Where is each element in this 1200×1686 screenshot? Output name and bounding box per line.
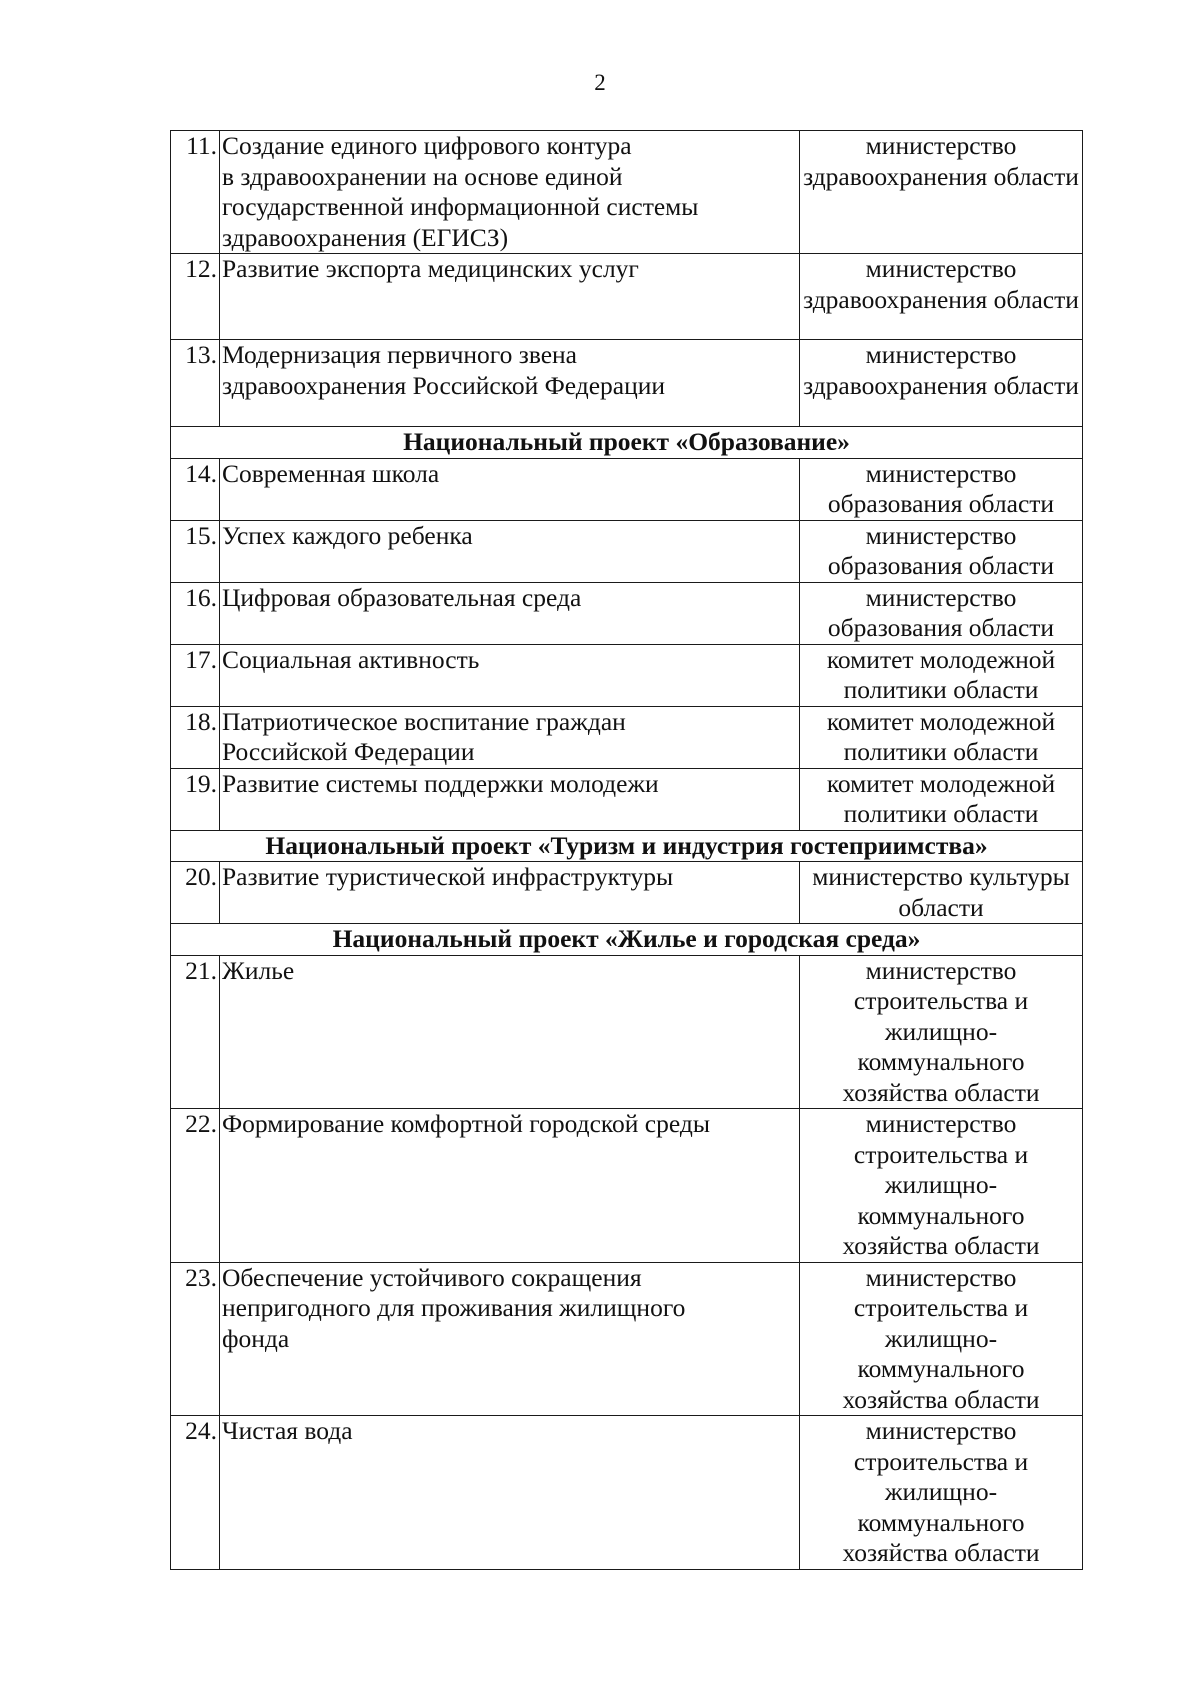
responsible-body: министерство образования области — [800, 458, 1083, 520]
responsible-body: министерство здравоохранения области — [800, 131, 1083, 254]
row-number: 18. — [171, 706, 220, 768]
table-row — [171, 706, 1083, 768]
row-number: 14. — [171, 458, 220, 520]
responsible-body: министерство строительства и жилищно-коммунального хозяйства области — [800, 955, 1083, 1109]
section-title: Национальный проект «Образование» — [171, 427, 1083, 459]
row-number: 11. — [171, 131, 220, 254]
table-row — [171, 458, 1083, 520]
section-title: Национальный проект «Жилье и городская среда» — [171, 924, 1083, 956]
row-number: 12. — [171, 254, 220, 340]
table-row — [171, 582, 1083, 644]
row-number: 20. — [171, 862, 220, 924]
project-name: Современная школа — [220, 458, 800, 520]
responsible-body: министерство строительства и жилищно-коммунального хозяйства области — [800, 1109, 1083, 1263]
section-header-row — [171, 924, 1083, 956]
row-number: 22. — [171, 1109, 220, 1263]
table-row — [171, 520, 1083, 582]
project-name: Развитие системы поддержки молодежи — [220, 768, 800, 830]
table-row — [171, 644, 1083, 706]
row-number: 17. — [171, 644, 220, 706]
table-row — [171, 955, 1083, 1109]
project-name: Цифровая образовательная среда — [220, 582, 800, 644]
table-row — [171, 1262, 1083, 1416]
row-number: 21. — [171, 955, 220, 1109]
projects-table-body — [171, 131, 1083, 1570]
table-row — [171, 340, 1083, 427]
project-name: Развитие экспорта медицинских услуг — [220, 254, 800, 340]
section-header-row — [171, 427, 1083, 459]
responsible-body: министерство строительства и жилищно-коммунального хозяйства области — [800, 1416, 1083, 1570]
row-number: 24. — [171, 1416, 220, 1570]
table-row — [171, 131, 1083, 254]
table-row — [171, 862, 1083, 924]
project-name: Чистая вода — [220, 1416, 800, 1570]
project-name: Обеспечение устойчивого сокращения непригодного для проживания жилищного фонда — [220, 1262, 800, 1416]
project-name: Развитие туристической инфраструктуры — [220, 862, 800, 924]
row-number: 19. — [171, 768, 220, 830]
responsible-body: министерство культуры области — [800, 862, 1083, 924]
table-row — [171, 1416, 1083, 1570]
section-header-row — [171, 830, 1083, 862]
project-name: Формирование комфортной городской среды — [220, 1109, 800, 1263]
page-number: 2 — [594, 70, 606, 95]
row-number: 15. — [171, 520, 220, 582]
responsible-body: министерство строительства и жилищно-коммунального хозяйства области — [800, 1262, 1083, 1416]
project-name: Социальная активность — [220, 644, 800, 706]
responsible-body: комитет молодежной политики области — [800, 768, 1083, 830]
projects-table — [170, 130, 1083, 1570]
project-name: Патриотическое воспитание граждан Российской Федерации — [220, 706, 800, 768]
project-name: Успех каждого ребенка — [220, 520, 800, 582]
responsible-body: министерство образования области — [800, 582, 1083, 644]
project-name: Создание единого цифрового контура в здравоохранении на основе единой государственной информационной системы здравоохранения (ЕГИСЗ) — [220, 131, 800, 254]
responsible-body: комитет молодежной политики области — [800, 706, 1083, 768]
responsible-body: министерство здравоохранения области — [800, 254, 1083, 340]
row-number: 16. — [171, 582, 220, 644]
row-number: 13. — [171, 340, 220, 427]
row-number: 23. — [171, 1262, 220, 1416]
table-row — [171, 768, 1083, 830]
table-row — [171, 1109, 1083, 1263]
section-title: Национальный проект «Туризм и индустрия гостеприимства» — [171, 830, 1083, 862]
table-row — [171, 254, 1083, 340]
project-name: Модернизация первичного звена здравоохранения Российской Федерации — [220, 340, 800, 427]
project-name: Жилье — [220, 955, 800, 1109]
responsible-body: министерство здравоохранения области — [800, 340, 1083, 427]
responsible-body: министерство образования области — [800, 520, 1083, 582]
responsible-body: комитет молодежной политики области — [800, 644, 1083, 706]
